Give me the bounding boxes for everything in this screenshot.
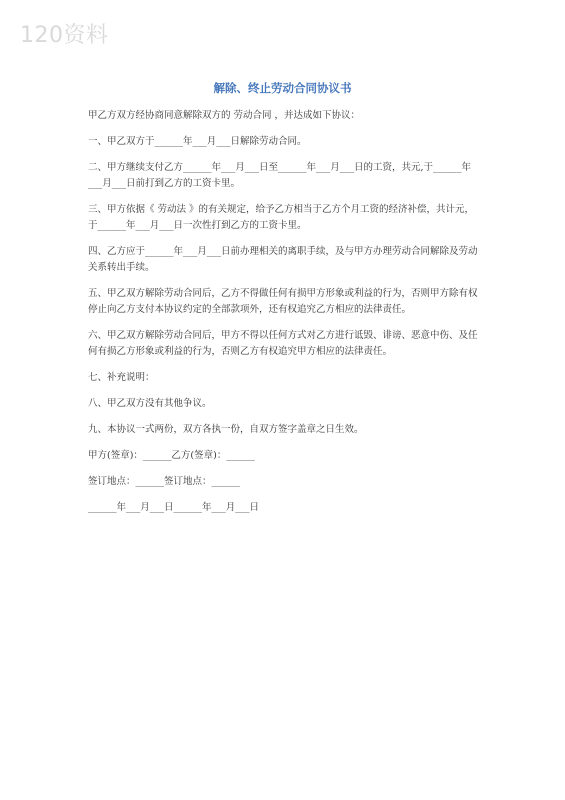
- intro-paragraph: 甲乙方双方经协商同意解除双方的 劳动合同 ，并达成如下协议：: [88, 110, 361, 121]
- page-title: 解除、终止劳动合同协议书: [213, 81, 352, 95]
- document-body: [88, 108, 483, 526]
- clause-4: 四、乙方应于______年___月___日前办理相关的离职手续，及与甲方办理劳动合同解除及劳动关系转出手续。: [88, 246, 478, 273]
- clause-7: 七、补充说明：: [88, 372, 155, 383]
- clause-5: 五、甲乙双方解除劳动合同后，乙方不得做任何有损甲方形象或利益的行为，否则甲方除有权停止向乙方支付本协议约定的全部款项外，还有权追究乙方相应的法律责任。: [88, 288, 478, 315]
- clause-2: 二、甲方继续支付乙方______年___月___日至______年___月___日的工资，共元,于______年___月___日前打到乙方的工资卡里。: [88, 162, 472, 189]
- clause-6: 六、甲乙双方解除劳动合同后，甲方不得以任何方式对乙方进行诋毁、诽谤、恶意中伤、及任何有损乙方形象或利益的行为，否则乙方有权追究甲方相应的法律责任。: [88, 330, 478, 357]
- clause-9: 九、本协议一式两份，双方各执一份，自双方签字盖章之日生效。: [88, 424, 364, 435]
- signature-line: 甲方(签章)：______乙方(签章)：______: [88, 450, 255, 461]
- signing-date-line: ______年___月___日______年___月___日: [88, 502, 260, 513]
- watermark: 120资料: [20, 23, 109, 48]
- clause-8: 八、甲乙双方没有其他争议。: [88, 398, 212, 409]
- clause-3: 三、甲方依据《 劳动法 》的有关规定，给予乙方相当于乙方个月工资的经济补偿，共计元，于______年___月___日一次性打到乙方的工资卡里。: [88, 204, 475, 231]
- signing-location-line: 签订地点：______签订地点：______: [88, 476, 241, 487]
- clause-1: 一、甲乙双方于______年___月___日解除劳动合同。: [88, 136, 307, 147]
